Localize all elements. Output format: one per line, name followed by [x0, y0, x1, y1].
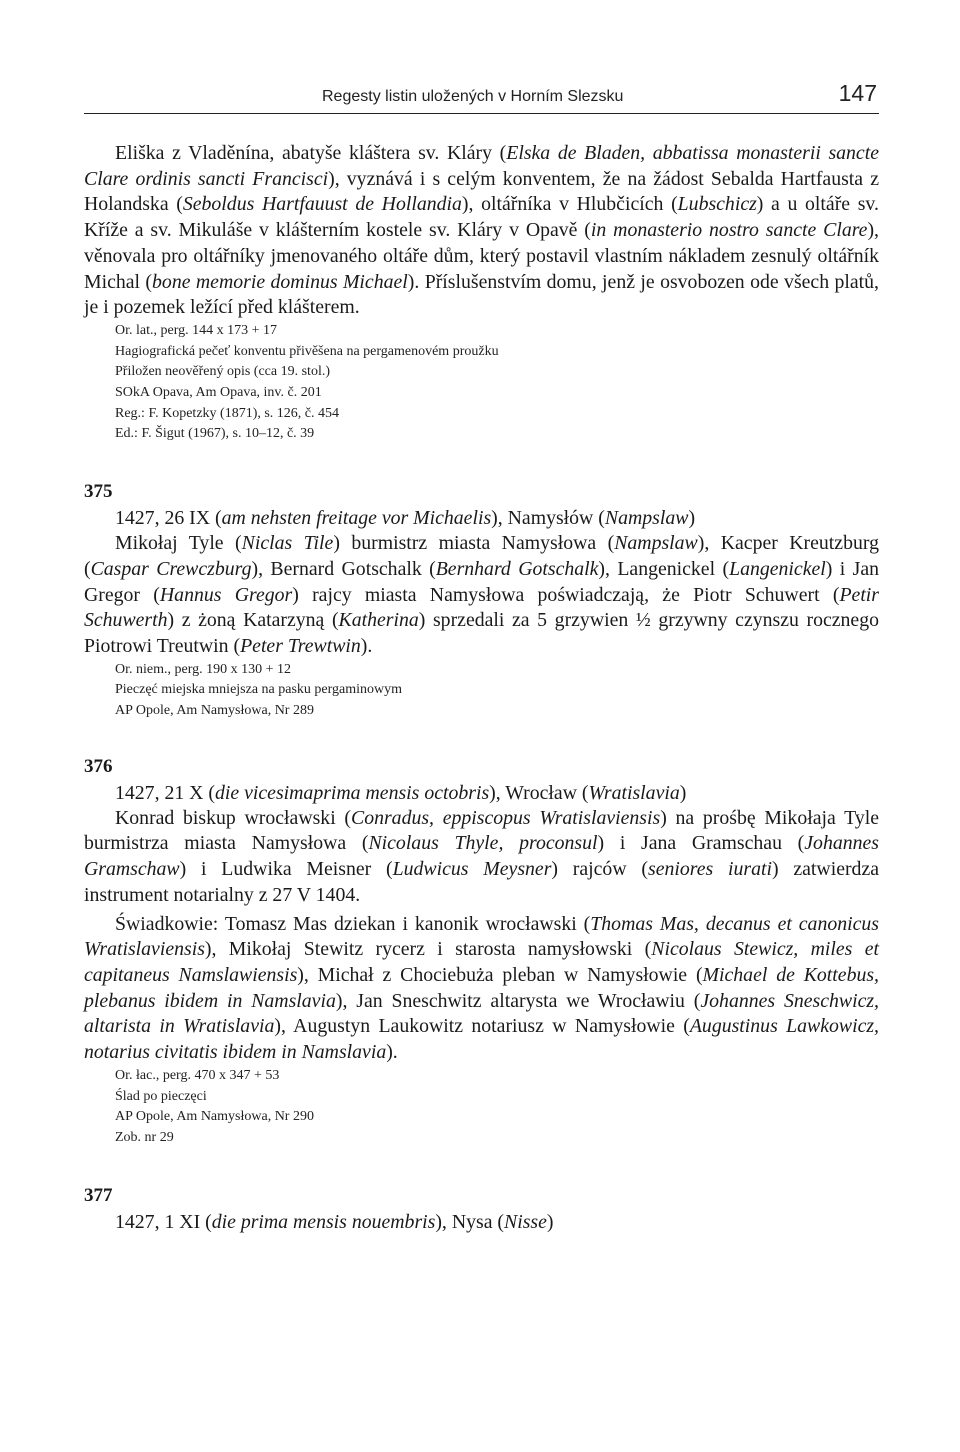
record-number: 375: [84, 481, 113, 503]
record-date: 1427, 26 IX (am nehsten freitage vor Michaelis), Namysłów (Nampslaw): [115, 507, 696, 530]
running-header: [84, 80, 879, 116]
archival-line: AP Opole, Am Namysłowa, Nr 290: [115, 1109, 314, 1125]
record-number: 376: [84, 755, 113, 777]
record-376-text: Konrad biskup wrocławski (Conradus, eppiscopus Wratislaviensis) na prośbę Mikołaja Tyle burmistrza miasta Namysłowa (Nicolaus Thyle, proconsul) i Jana Gramschau (Johannes Gramschaw) i Ludwika Meisner (Ludwicus Meysner) rajców (seniores iurati) zatwierdza instrument notarialny z 27 V 1404.: [84, 806, 880, 906]
record-377: [84, 1183, 879, 1235]
archival-line: Přiložen neověřený opis (cca 19. stol.): [115, 364, 330, 380]
archival-line: Or. łac., perg. 470 x 347 + 53: [115, 1067, 280, 1083]
record-375-text: Mikołaj Tyle (Niclas Tile) burmistrz miasta Namysłowa (Nampslaw), Kacper Kreutzburg (Caspar Crewczburg), Bernard Gotschalk (Bernhard Gotschalk), Langenickel (Langenickel) i Jan Gregor (Hannus Gregor) rajcy miasta Namysłowa poświadczają, że Piotr Schuwert (Petir Schuwerth) z żoną Katarzyną (Katherina) sprzedali za 5 grzywien ½ grzywny czynszu rocznego Piotrowi Treutwin (Peter Trewtwin).: [84, 532, 880, 657]
archival-line: Or. niem., perg. 190 x 130 + 12: [115, 661, 292, 677]
archival-line: Ed.: F. Šigut (1967), s. 10–12, č. 39: [115, 426, 315, 442]
archival-line: SOkA Opava, Am Opava, inv. č. 201: [115, 385, 322, 401]
running-header-title: Regesty listin uložených v Horním Slezsku: [322, 88, 624, 105]
record-374-text: Eliška z Vladěnína, abatyše kláštera sv. Kláry (Elska de Bladen, abbatissa monasterii sancte Clare ordinis sancti Francisci), vyznává i s celým konventem, že na žádost Sebalda Hartfausta z Holandska (Seboldus Hartfauust de Hollandia), oltářníka v Hlubčicích (Lubschicz) a u oltáře sv. Kříže a sv. Mikuláše v klášterním kostele sv. Kláry v Opavě (in monasterio nostro sancte Clare), věnovala pro oltářníky jmenovaného oltáře dům, který postavil vlastním nákladem zesnulý oltářník Michal (bone memorie dominus Michael). Příslušenstvím domu, jenž je osvobozen ode všech platů, je i pozemek ležící před klášterem.: [84, 142, 879, 319]
archival-line: AP Opole, Am Namysłowa, Nr 289: [115, 703, 314, 719]
record-date: 1427, 21 X (die vicesimaprima mensis octobris), Wrocław (Wratislavia): [115, 781, 687, 804]
archival-line: Ślad po pieczęci: [115, 1088, 207, 1104]
header-rule: [84, 113, 879, 114]
archival-line: Hagiografická pečeť konventu přivěšena na pergamenovém proužku: [115, 343, 499, 359]
record-375-archival: [115, 660, 879, 722]
record-375: [84, 479, 879, 722]
archival-line: Reg.: F. Kopetzky (1871), s. 126, č. 454: [115, 405, 340, 421]
record-374-archival: [115, 321, 879, 445]
page-number: 147: [838, 80, 877, 106]
record-376-archival: [115, 1066, 879, 1149]
archival-line: Or. lat., perg. 144 x 173 + 17: [115, 322, 278, 338]
record-376-witnesses: Świadkowie: Tomasz Mas dziekan i kanonik wrocławski (Thomas Mas, decanus et canonicus Wratislaviensis), Mikołaj Stewitz rycerz i starosta namysłowski (Nicolaus Stewicz, miles et capitaneus Namslawiensis), Michał z Chociebuża pleban w Namysłowie (Michael de Kottebus, plebanus ibidem in Namslavia), Jan Sneschwitz altarysta we Wrocławiu (Johannes Sneschwicz, altarista in Wratislavia), Augustyn Laukowitz notariusz w Namysłowie (Augustinus Lawkowicz, notarius civitatis ibidem in Namslavia).: [84, 912, 880, 1064]
archival-line: Zob. nr 29: [115, 1129, 174, 1145]
record-374-continued: [84, 141, 879, 445]
record-number: 377: [84, 1184, 113, 1206]
record-date: 1427, 1 XI (die prima mensis nouembris), Nysa (Nisse): [115, 1210, 554, 1233]
page-content: [84, 141, 879, 1235]
record-376: [84, 754, 879, 1149]
archival-line: Pieczęć miejska mniejsza na pasku pergaminowym: [115, 682, 403, 698]
